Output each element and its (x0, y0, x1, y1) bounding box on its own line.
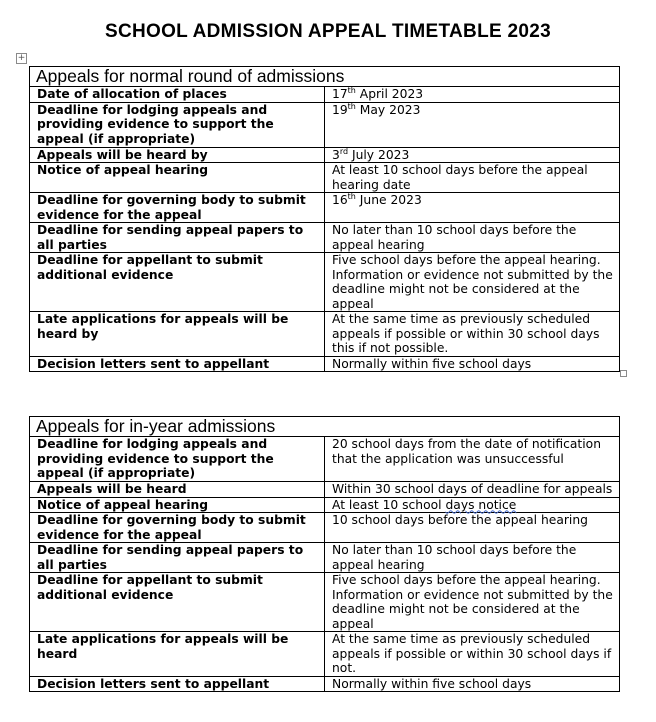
date-suffix: th (347, 192, 356, 201)
row-value: 10 school days before the appeal hearing (325, 513, 620, 543)
row-label: Appeals will be heard (30, 482, 325, 498)
row-value: No later than 10 school days before the appeal hearing (325, 223, 620, 253)
row-label: Late applications for appeals will be heard (30, 632, 325, 677)
table-row (30, 147, 620, 163)
row-label: Deadline for lodging appeals and providing evidence to support the appeal (if appropriate) (30, 102, 325, 147)
row-value: At least 10 school days before the appeal hearing date (325, 163, 620, 193)
date-suffix: th (347, 86, 356, 95)
row-value: At the same time as previously scheduled appeals if possible or within 30 school days if not. (325, 632, 620, 677)
date-day: 19 (332, 102, 348, 117)
row-label: Notice of appeal hearing (30, 497, 325, 513)
row-value (325, 497, 620, 513)
in-year-admissions-table (29, 416, 620, 692)
date-day: 3 (332, 147, 340, 162)
row-value (325, 193, 620, 223)
table-row (30, 543, 620, 573)
row-label: Deadline for appellant to submit additional evidence (30, 573, 325, 632)
table-row (30, 102, 620, 147)
row-label: Late applications for appeals will be heard by (30, 312, 325, 357)
table-row (30, 356, 620, 372)
row-label: Decision letters sent to appellant (30, 356, 325, 372)
date-rest: May 2023 (355, 102, 421, 117)
table-row (30, 312, 620, 357)
date-rest: June 2023 (355, 193, 422, 207)
date-suffix: rd (339, 146, 349, 156)
row-label: Deadline for lodging appeals and providing evidence to support the appeal (if appropriate) (30, 437, 325, 482)
table-header-row (30, 67, 620, 87)
table-row (30, 497, 620, 513)
row-label: Decision letters sent to appellant (30, 676, 325, 692)
table-row (30, 482, 620, 498)
table-row (30, 163, 620, 193)
table-row (30, 573, 620, 632)
row-value: Normally within five school days (325, 676, 620, 692)
table-row (30, 193, 620, 223)
row-value (325, 87, 620, 103)
row-label: Deadline for governing body to submit evidence for the appeal (30, 193, 325, 223)
row-label: Notice of appeal hearing (30, 163, 325, 193)
table-move-handle-icon[interactable]: + (17, 53, 26, 63)
table-row (30, 676, 620, 692)
row-label: Date of allocation of places (30, 87, 325, 103)
row-label: Deadline for sending appeal papers to all parties (30, 543, 325, 573)
row-value: No later than 10 school days before the appeal hearing (325, 543, 620, 573)
table-row (30, 253, 620, 312)
row-value: Five school days before the appeal hearing. Information or evidence not submitted by the deadline might not be considered at the appeal (325, 253, 620, 312)
date-day: 17 (332, 87, 348, 101)
table-resize-handle[interactable] (620, 370, 627, 377)
row-label: Deadline for sending appeal papers to all parties (30, 223, 325, 253)
table-row (30, 437, 620, 482)
row-label: Deadline for governing body to submit evidence for the appeal (30, 513, 325, 543)
table-header-row (30, 417, 620, 437)
in-year-admissions-heading: Appeals for in-year admissions (30, 417, 620, 437)
normal-admissions-table (29, 66, 620, 372)
row-value: Five school days before the appeal hearing. Information or evidence not submitted by the deadline might not be considered at the appeal (325, 573, 620, 632)
table-row (30, 223, 620, 253)
row-label: Appeals will be heard by (30, 147, 325, 163)
row-value: 20 school days from the date of notification that the application was unsuccessful (325, 437, 620, 482)
date-rest: April 2023 (355, 87, 424, 101)
row-value (325, 147, 620, 163)
normal-admissions-heading: Appeals for normal round of admissions (30, 67, 620, 87)
date-suffix: th (347, 101, 356, 111)
date-rest: July 2023 (348, 147, 410, 162)
table-row (30, 632, 620, 677)
spellcheck-flagged-text: days notice (445, 497, 517, 512)
row-value: Normally within five school days (325, 356, 620, 372)
date-day: 16 (332, 193, 348, 207)
table-row (30, 513, 620, 543)
row-value: Within 30 school days of deadline for appeals (325, 482, 620, 498)
row-value: At the same time as previously scheduled appeals if possible or within 30 school days this if not possible. (325, 312, 620, 357)
table-row (30, 87, 620, 103)
row-value (325, 102, 620, 147)
value-text: At least 10 school (332, 497, 446, 512)
page-title: SCHOOL ADMISSION APPEAL TIMETABLE 2023 (104, 21, 551, 42)
row-label: Deadline for appellant to submit additional evidence (30, 253, 325, 312)
